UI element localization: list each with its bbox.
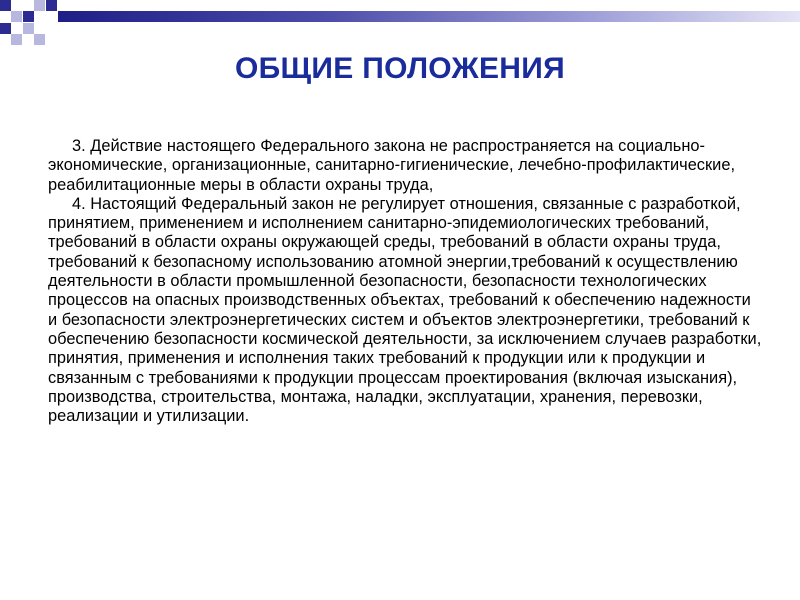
decorative-square (0, 23, 11, 34)
slide-title: ОБЩИЕ ПОЛОЖЕНИЯ (235, 52, 565, 85)
decorative-square (23, 23, 34, 34)
paragraph-4: 4. Настоящий Федеральный закон не регулирует отношения, связанные с разработкой, принятием, применением и исполнением санитарно-эпидемиологических требований, требований в области охраны окружающей среды, требований в области охраны труда, требований к безопасному использованию атомной энергии,требований к осуществлению деятельности в области промышленной безопасности, безопасности технологических процессов на опасных производственных объектах, требований к обеспечению надежности и безопасности электроэнергетических систем и объектов электроэнергетики, требований к обеспечению безопасности космической деятельности, за исключением случаев разработки, принятия, применения и исполнения таких требований к продукции или к продукции и связанным с требованиями к продукции процессам проектирования (включая изыскания), производства, строительства, монтажа, наладки, эксплуатации, хранения, перевозки, реализации и утилизации. (48, 194, 762, 426)
paragraph-3: 3. Действие настоящего Федерального закона не распространяется на социально-экономические, организационные, санитарно-гигиенические, лечебно-профилактические, реабилитационные меры в области охраны труда, (48, 137, 735, 194)
header-gradient-bar (58, 11, 800, 22)
decorative-square (46, 0, 57, 11)
slide-body (48, 137, 763, 426)
decorative-square (34, 0, 45, 11)
decorative-square (23, 11, 34, 22)
decorative-square (34, 34, 45, 45)
decorative-square (11, 11, 22, 22)
decorative-square (0, 0, 11, 11)
decorative-square (11, 34, 22, 45)
